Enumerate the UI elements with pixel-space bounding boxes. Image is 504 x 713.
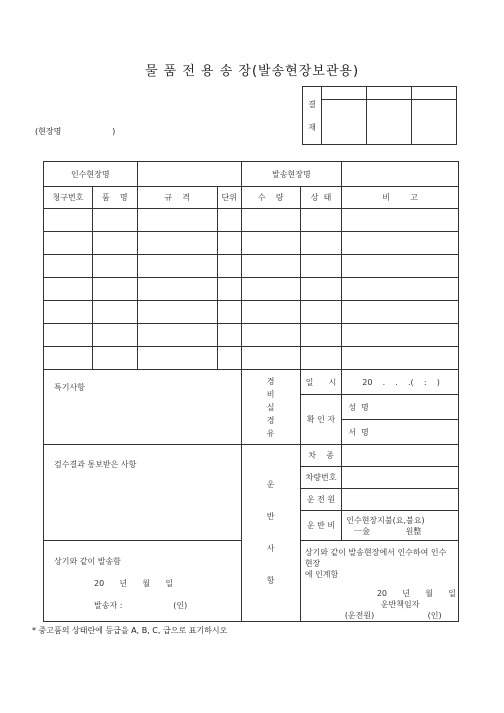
transport-char: 항: [266, 576, 275, 585]
cell[interactable]: [217, 324, 241, 347]
transport-char: 반: [266, 512, 275, 521]
cell[interactable]: [241, 232, 300, 255]
cell[interactable]: [137, 255, 217, 278]
remarks-label: 특기사항: [54, 383, 85, 392]
via-char: 비: [266, 389, 275, 399]
cell[interactable]: [217, 232, 241, 255]
approval-label-top: 결: [308, 99, 316, 109]
cell[interactable]: [137, 278, 217, 301]
via-label: [241, 370, 300, 445]
recv-site-label: 인수현장명: [44, 162, 138, 187]
vehicle-no-label: 차량번호: [300, 467, 341, 489]
cell[interactable]: [241, 324, 300, 347]
cell[interactable]: [300, 347, 341, 370]
approval-head-1: [322, 87, 367, 100]
cost-amount: ㅡ金 원整: [354, 526, 422, 536]
cell[interactable]: [342, 278, 459, 301]
receive-person: 운반책임자: [380, 600, 420, 609]
table-row: [44, 324, 459, 347]
col-header: 단위: [217, 187, 241, 209]
col-header: 상 태: [300, 187, 341, 209]
sender-date: 20 년 월 일: [94, 579, 174, 588]
table-row: [44, 209, 459, 232]
cell[interactable]: [44, 232, 93, 255]
sign-name-field[interactable]: 성 명: [342, 395, 459, 420]
page-title: 물 품 전 용 송 장(발송현장보관용): [144, 64, 360, 79]
cell[interactable]: [44, 255, 93, 278]
col-header: 품 명: [92, 187, 137, 209]
cell[interactable]: [300, 278, 341, 301]
via-char: 경: [266, 415, 275, 425]
cell[interactable]: [44, 324, 93, 347]
cost-value[interactable]: [342, 511, 459, 541]
cell[interactable]: [217, 278, 241, 301]
transport-char: 운: [266, 480, 275, 489]
approval-box: [302, 86, 457, 145]
cost-payer: 인수현장지불(요,불요): [346, 515, 425, 525]
cell[interactable]: [300, 301, 341, 324]
cell[interactable]: [241, 347, 300, 370]
cell[interactable]: [241, 278, 300, 301]
cell[interactable]: [241, 209, 300, 232]
col-header: 수 량: [241, 187, 300, 209]
approval-label: [303, 87, 322, 145]
cell[interactable]: [217, 301, 241, 324]
via-char: 경: [266, 376, 275, 386]
via-char: 유: [266, 428, 275, 438]
sender-cell[interactable]: [44, 541, 242, 622]
cell[interactable]: [92, 232, 137, 255]
approval-sign-2[interactable]: [367, 100, 412, 145]
cell[interactable]: [137, 324, 217, 347]
col-header: 규 격: [137, 187, 217, 209]
send-site-label: 발송현장명: [241, 162, 342, 187]
cell[interactable]: [92, 278, 137, 301]
table-row: [44, 255, 459, 278]
cell[interactable]: [342, 347, 459, 370]
vehicle-type-value[interactable]: [342, 445, 459, 467]
cost-label: 운 반 비: [300, 511, 341, 541]
cell[interactable]: [217, 347, 241, 370]
cell[interactable]: [137, 347, 217, 370]
approval-head-3: [412, 87, 457, 100]
table-row: [44, 347, 459, 370]
cell[interactable]: [300, 255, 341, 278]
col-header: 비 고: [342, 187, 459, 209]
vehicle-no-value[interactable]: [342, 467, 459, 489]
recv-site-value[interactable]: [137, 162, 241, 187]
cell[interactable]: [137, 301, 217, 324]
sender-statement: 상기와 같이 발송함: [54, 557, 121, 566]
cell[interactable]: [137, 209, 217, 232]
approval-sign-1[interactable]: [322, 100, 367, 145]
receive-date: 20 년 월 일: [376, 589, 456, 598]
cell[interactable]: [217, 209, 241, 232]
verifier-label: 확 인 자: [300, 395, 341, 445]
sign-seal-field[interactable]: 서 명: [342, 420, 459, 445]
send-site-value[interactable]: [342, 162, 459, 187]
cell[interactable]: [92, 347, 137, 370]
cell[interactable]: [300, 324, 341, 347]
cell[interactable]: [44, 301, 93, 324]
approval-label-bottom: 재: [308, 122, 316, 132]
datetime-value[interactable]: 20 . . .( : ): [342, 370, 459, 395]
cell[interactable]: [342, 301, 459, 324]
sender-sign: 발송자 : (인): [94, 601, 188, 610]
cell[interactable]: [92, 209, 137, 232]
table-row: [44, 301, 459, 324]
receive-cell[interactable]: [300, 541, 458, 622]
remarks-cell[interactable]: [44, 370, 242, 445]
footnote: * 중고품의 상태란에 등급을 A, B, C, 급으로 표기하시오: [32, 626, 228, 635]
datetime-label: 일 시: [300, 370, 341, 395]
cell[interactable]: [342, 232, 459, 255]
driver-label: 운 전 원: [300, 489, 341, 511]
cell[interactable]: [44, 278, 93, 301]
cell[interactable]: [342, 255, 459, 278]
invoice-table: [43, 161, 459, 622]
receive-statement-2: 에 인계함: [304, 570, 339, 579]
cell[interactable]: [300, 232, 341, 255]
site-name-label: (현장명 ): [35, 127, 116, 136]
inspection-label: 검수결과 통보받은 사항: [54, 460, 137, 469]
approval-sign-3[interactable]: [412, 100, 457, 145]
cell[interactable]: [92, 301, 137, 324]
receive-driver-sign: (운전원) (인): [344, 611, 442, 620]
cell[interactable]: [241, 301, 300, 324]
cell[interactable]: [92, 255, 137, 278]
col-header: 청구번호: [44, 187, 93, 209]
transport-label: [241, 445, 300, 622]
cell[interactable]: [241, 255, 300, 278]
inspection-cell[interactable]: [44, 445, 242, 541]
driver-value[interactable]: [342, 489, 459, 511]
via-char: 실: [266, 402, 275, 412]
table-row: [44, 278, 459, 301]
cell[interactable]: [217, 255, 241, 278]
cell[interactable]: [92, 324, 137, 347]
table-row: [44, 232, 459, 255]
cell[interactable]: [342, 324, 459, 347]
vehicle-type-label: 차 종: [300, 445, 341, 467]
cell[interactable]: [300, 209, 341, 232]
cell[interactable]: [137, 232, 217, 255]
transport-char: 사: [266, 544, 275, 553]
cell[interactable]: [44, 347, 93, 370]
cell[interactable]: [342, 209, 459, 232]
cell[interactable]: [44, 209, 93, 232]
approval-head-2: [367, 87, 412, 100]
receive-statement-1: 상기와 같이 발송현장에서 인수하여 인수 현장: [304, 548, 447, 568]
